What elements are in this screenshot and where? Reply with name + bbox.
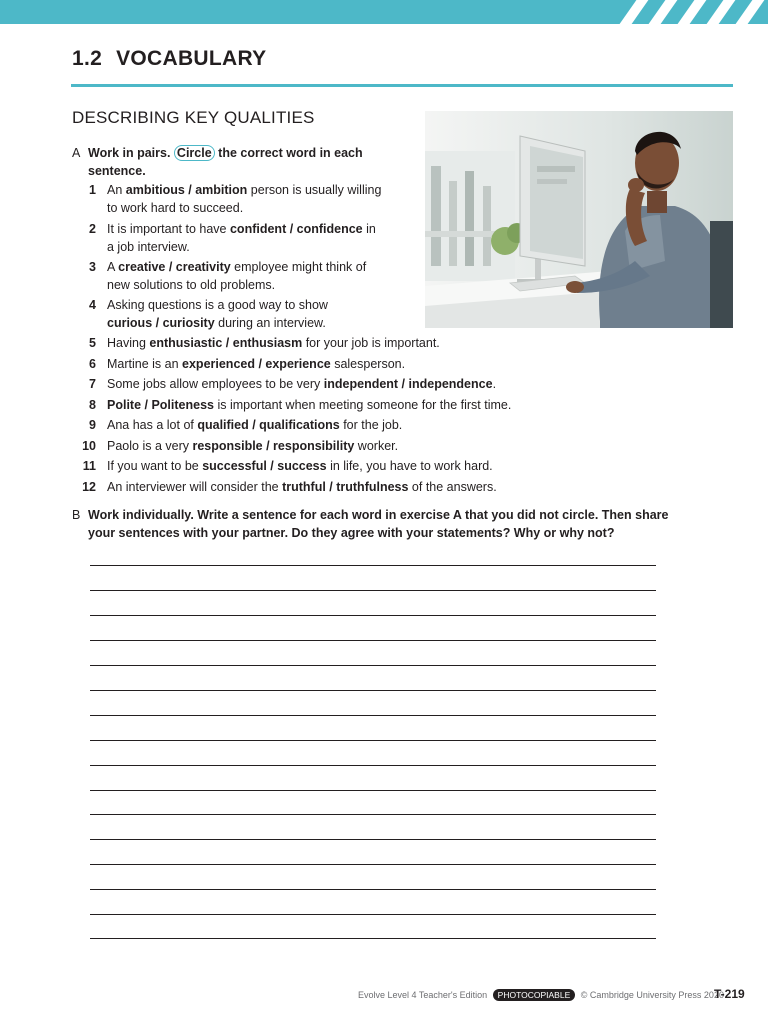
- item-text-part: in life, you have to work hard.: [326, 459, 493, 473]
- item-text-part: Martine is an: [107, 357, 183, 371]
- item-text: [107, 296, 328, 332]
- writing-line[interactable]: [90, 839, 656, 840]
- word-choice: confident / confidence: [229, 222, 363, 236]
- word-choice: enthusiastic / enthusiasm: [149, 336, 303, 350]
- exercise-b-line2: your sentences with your partner. Do they agree with your statements? Why or why not?: [88, 526, 615, 540]
- item-number: 2: [89, 222, 96, 236]
- item-text-part: Paolo is a very: [107, 439, 193, 453]
- list-item: [72, 478, 497, 496]
- exercise-b-letter: B: [72, 508, 81, 522]
- item-text: [107, 437, 398, 455]
- writing-line[interactable]: [90, 790, 656, 791]
- item-text-part: for the job.: [339, 418, 403, 432]
- writing-line[interactable]: [90, 765, 656, 766]
- instruction-before: Work in pairs.: [88, 146, 171, 160]
- item-number: 3: [89, 260, 96, 274]
- word-choice: Polite / Politeness: [107, 398, 214, 412]
- writing-line[interactable]: [90, 615, 656, 616]
- word-choice: curious / curiosity: [107, 316, 215, 330]
- list-item: [72, 181, 381, 217]
- writing-line[interactable]: [90, 914, 656, 915]
- item-text-line2: during an interview.: [214, 316, 326, 330]
- item-text: [107, 355, 405, 373]
- exercise-a-instruction: [72, 144, 392, 180]
- item-text-part: Asking questions is a good way to show: [107, 298, 328, 312]
- writing-line[interactable]: [90, 814, 656, 815]
- exercise-b-line1: Work individually. Write a sentence for each word in exercise A that you did not circle. Then share: [88, 508, 669, 522]
- list-item: [72, 334, 440, 352]
- item-text-part: .: [492, 377, 497, 391]
- item-text-part: person is usually willing: [247, 183, 382, 197]
- word-choice: independent / independence: [323, 377, 493, 391]
- item-text-part: of the answers.: [408, 480, 497, 494]
- page-number: T-219: [714, 987, 745, 1001]
- item-text-part: Ana has a lot of: [107, 418, 198, 432]
- item-text: [107, 457, 493, 475]
- item-text-part: worker.: [354, 439, 399, 453]
- item-text-part: An interviewer will consider the: [107, 480, 283, 494]
- list-item: [72, 416, 402, 434]
- word-choice: experienced / experience: [182, 357, 331, 371]
- item-text-part: in: [362, 222, 376, 236]
- word-choice: qualified / qualifications: [197, 418, 340, 432]
- list-item: [72, 437, 398, 455]
- word-choice: responsible / responsibility: [192, 439, 355, 453]
- footer-copyright: © Cambridge University Press 2020: [580, 990, 724, 1000]
- item-text-part: Some jobs allow employees to be very: [107, 377, 324, 391]
- item-text-part: Having: [107, 336, 150, 350]
- circle-word: Circle: [174, 145, 215, 161]
- writing-line[interactable]: [90, 665, 656, 666]
- item-number: 10: [82, 439, 96, 453]
- item-text-part: is important when meeting someone for the first time.: [213, 398, 512, 412]
- item-text-line2: a job interview.: [107, 240, 190, 254]
- word-choice: truthful / truthfulness: [282, 480, 409, 494]
- list-item: [72, 220, 376, 256]
- item-number: 4: [89, 298, 96, 312]
- footer-book-title: Evolve Level 4 Teacher's Edition: [358, 990, 488, 1000]
- top-color-band: [0, 0, 768, 24]
- item-text: [107, 220, 376, 256]
- item-number: 8: [89, 398, 96, 412]
- man-at-computer-photo: [425, 111, 733, 328]
- item-text-part: A: [107, 260, 119, 274]
- photocopiable-badge: PHOTOCOPIABLE: [493, 989, 576, 1001]
- subheading: DESCRIBING KEY QUALITIES: [72, 108, 315, 127]
- instruction-line2: sentence.: [88, 164, 146, 178]
- band-stripe: [707, 0, 736, 24]
- item-text-part: for your job is important.: [302, 336, 440, 350]
- item-text: [107, 396, 511, 414]
- exercise-b-instruction: [72, 506, 672, 542]
- band-stripe: [649, 0, 678, 24]
- item-number: 9: [89, 418, 96, 432]
- band-stripe: [620, 0, 649, 24]
- writing-line[interactable]: [90, 715, 656, 716]
- writing-line[interactable]: [90, 864, 656, 865]
- item-text-part: If you want to be: [107, 459, 203, 473]
- item-text-line2: to work hard to succeed.: [107, 201, 244, 215]
- list-item: [72, 457, 493, 475]
- item-number: 7: [89, 377, 96, 391]
- footer-credit: [358, 989, 724, 1001]
- list-item: [72, 258, 366, 294]
- item-text-part: salesperson.: [330, 357, 406, 371]
- item-number: 12: [82, 480, 96, 494]
- item-text: [107, 258, 366, 294]
- item-text: [107, 375, 496, 393]
- item-number: 11: [82, 459, 96, 473]
- word-choice: ambitious / ambition: [125, 183, 248, 197]
- list-item: [72, 375, 496, 393]
- item-text: [107, 416, 402, 434]
- item-text-part: An: [107, 183, 126, 197]
- word-choice: creative / creativity: [118, 260, 231, 274]
- writing-line[interactable]: [90, 690, 656, 691]
- exercise-a-letter: A: [72, 146, 81, 160]
- section-heading: [72, 47, 266, 71]
- section-title: VOCABULARY: [116, 47, 267, 70]
- item-text-part: It is important to have: [107, 222, 230, 236]
- writing-line[interactable]: [90, 640, 656, 641]
- writing-line[interactable]: [90, 565, 656, 566]
- writing-line[interactable]: [90, 740, 656, 741]
- item-text-part: employee might think of: [230, 260, 367, 274]
- item-number: 6: [89, 357, 96, 371]
- list-item: [72, 355, 405, 373]
- item-number: 1: [89, 183, 96, 197]
- list-item: [72, 296, 328, 332]
- list-item: [72, 396, 511, 414]
- exercise-a-instruction-text: [88, 144, 392, 180]
- writing-line[interactable]: [90, 938, 656, 939]
- band-stripe: [736, 0, 765, 24]
- instruction-after: the correct word in each: [218, 146, 363, 160]
- writing-line[interactable]: [90, 590, 656, 591]
- word-choice: successful / success: [202, 459, 327, 473]
- section-number: 1.2: [72, 47, 103, 70]
- item-text-line2: new solutions to old problems.: [107, 278, 276, 292]
- band-stripe: [678, 0, 707, 24]
- item-text: [107, 181, 381, 217]
- item-text: [107, 478, 497, 496]
- item-number: 5: [89, 336, 96, 350]
- item-text: [107, 334, 440, 352]
- heading-rule: [71, 84, 733, 87]
- writing-line[interactable]: [90, 889, 656, 890]
